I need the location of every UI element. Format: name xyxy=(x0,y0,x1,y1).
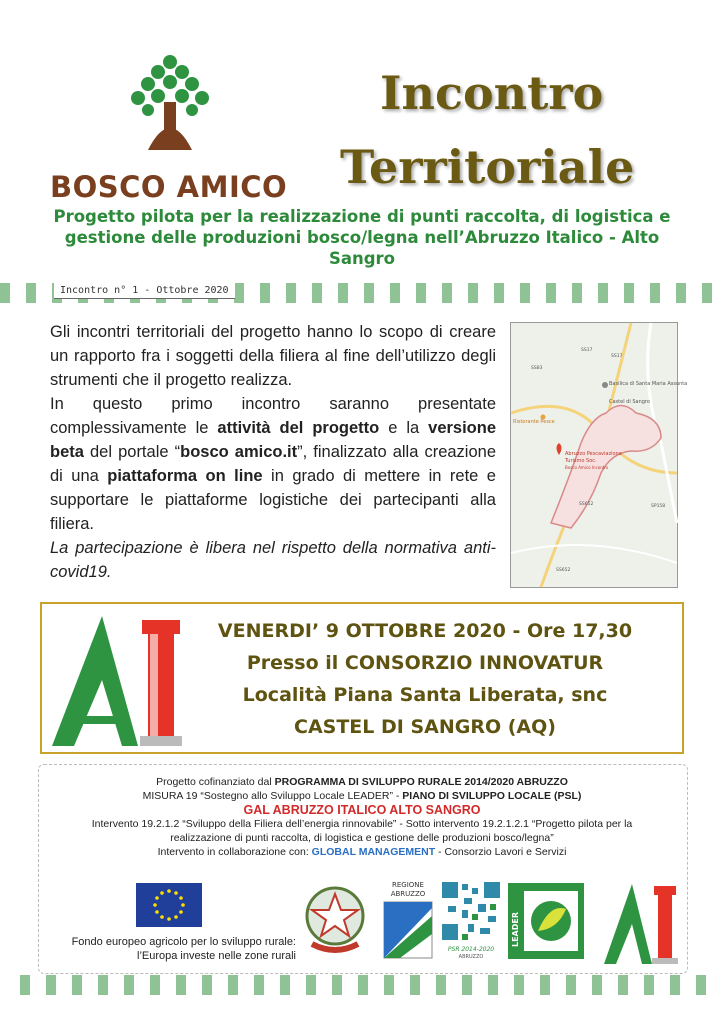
map-label-pin3: Bosco Amico Incontro xyxy=(565,465,609,470)
highlight-portal: bosco amico.it xyxy=(180,443,298,461)
italian-republic-emblem-icon xyxy=(300,880,370,960)
stripe-divider-bottom xyxy=(20,975,710,995)
regione-abruzzo-logo-icon xyxy=(380,878,436,960)
project-subtitle: Progetto pilota per la realizzazione di punti raccolta, di logistica e gestione delle produzioni bosco/legna nell’Abruzzo Italico - Alto Sangro xyxy=(53,207,671,268)
covid-notice: La partecipazione è libera nel rispetto della normativa anti-covid19. xyxy=(50,539,496,581)
funding-text xyxy=(60,775,664,859)
eu-flag-icon xyxy=(136,883,202,927)
event-date: VENERDI’ 9 OTTOBRE 2020 - Ore 17,30 xyxy=(217,620,633,642)
eu-caption: Fondo europeo agricolo per lo sviluppo rurale: l’Europa investe nelle zone rurali xyxy=(71,936,296,962)
svg-text:REGIONE: REGIONE xyxy=(392,881,424,889)
page-title-line1: Incontro xyxy=(380,66,604,120)
intro-text xyxy=(50,320,496,584)
event-address: Località Piana Santa Liberata, snc xyxy=(242,684,608,706)
page-title-line2: Territoriale xyxy=(340,140,635,194)
psr-qr-code-icon xyxy=(438,878,504,960)
map-label-castel: Castel di Sangro xyxy=(609,399,650,405)
map-label-ristorante: Ristorante Pesce xyxy=(513,419,555,425)
bosco-amico-tree-icon xyxy=(128,54,212,150)
logo-name: BOSCO AMICO xyxy=(50,170,288,204)
map-road-label: SS83 xyxy=(531,366,543,371)
svg-text:LEADER: LEADER xyxy=(511,911,520,947)
gal-logo-icon xyxy=(52,610,192,746)
funding-line-4: Intervento 19.2.1.2 “Sviluppo della Filiera dell’energia rinnovabile” - Sotto intervento 19.2.1.2.1 “Progetto pilota per la realizzazione di punti raccolta, di logistica e gestione delle produzioni bosco/legna” xyxy=(91,818,633,844)
map-label-pin2: Turismo Soc. xyxy=(565,458,597,464)
funding-line-5: Intervento in collaborazione con: GLOBAL MANAGEMENT - Consorzio Lavori e Servizi xyxy=(157,846,567,858)
highlight-attivita: attività del progetto xyxy=(217,419,380,437)
event-details xyxy=(190,615,660,743)
svg-text:ABRUZZO: ABRUZZO xyxy=(458,954,484,960)
funding-line-2: MISURA 19 “Sostegno allo Sviluppo Locale LEADER” - PIANO DI SVILUPPO LOCALE (PSL) xyxy=(142,790,582,802)
map-road-label: SS17 xyxy=(611,354,623,359)
issue-label: Incontro n° 1 - Ottobre 2020 xyxy=(54,283,235,299)
svg-text:ABRUZZO: ABRUZZO xyxy=(390,890,426,898)
intro-paragraph-2: In questo primo incontro saranno presentate complessivamente le attività del progetto e la versione beta del portale “bosco amico.it”, finalizzato alla creazione di una piattaforma on line in grado di mettere in rete e supportare le piattaforme logistiche dei partecipanti alla filiera. xyxy=(50,395,497,533)
map-label-basilica: Basilica di Santa Maria Assunta xyxy=(609,381,688,387)
svg-text:PSR 2014-2020: PSR 2014-2020 xyxy=(447,946,495,953)
gal-name: GAL ABRUZZO ITALICO ALTO SANGRO xyxy=(243,803,481,817)
event-venue: Presso il CONSORZIO INNOVATUR xyxy=(246,652,604,674)
funding-line-1: Progetto cofinanziato dal PROGRAMMA DI SVILUPPO RURALE 2014/2020 ABRUZZO xyxy=(156,776,568,788)
map-road-label: SP158 xyxy=(651,504,666,509)
map-road-label: SS17 xyxy=(581,348,593,353)
highlight-piattaforma: piattaforma on line xyxy=(107,467,263,485)
gal-logo-small-icon xyxy=(604,880,682,964)
location-map xyxy=(510,322,688,588)
map-label-pin1: Abruzzo Pescaviazione xyxy=(565,451,622,457)
event-city: CASTEL DI SANGRO (AQ) xyxy=(294,716,556,738)
highlight-versione-beta: versione beta xyxy=(50,419,497,461)
intro-paragraph-1: Gli incontri territoriali del progetto hanno lo scopo di creare un rapporto fra i soggetti della filiera al fine dell’utilizzo degli strumenti che il progetto realizza. xyxy=(50,323,496,389)
map-road-label: SS652 xyxy=(556,568,571,573)
map-road-label: SS652 xyxy=(579,502,594,507)
leader-logo-icon xyxy=(508,883,584,959)
